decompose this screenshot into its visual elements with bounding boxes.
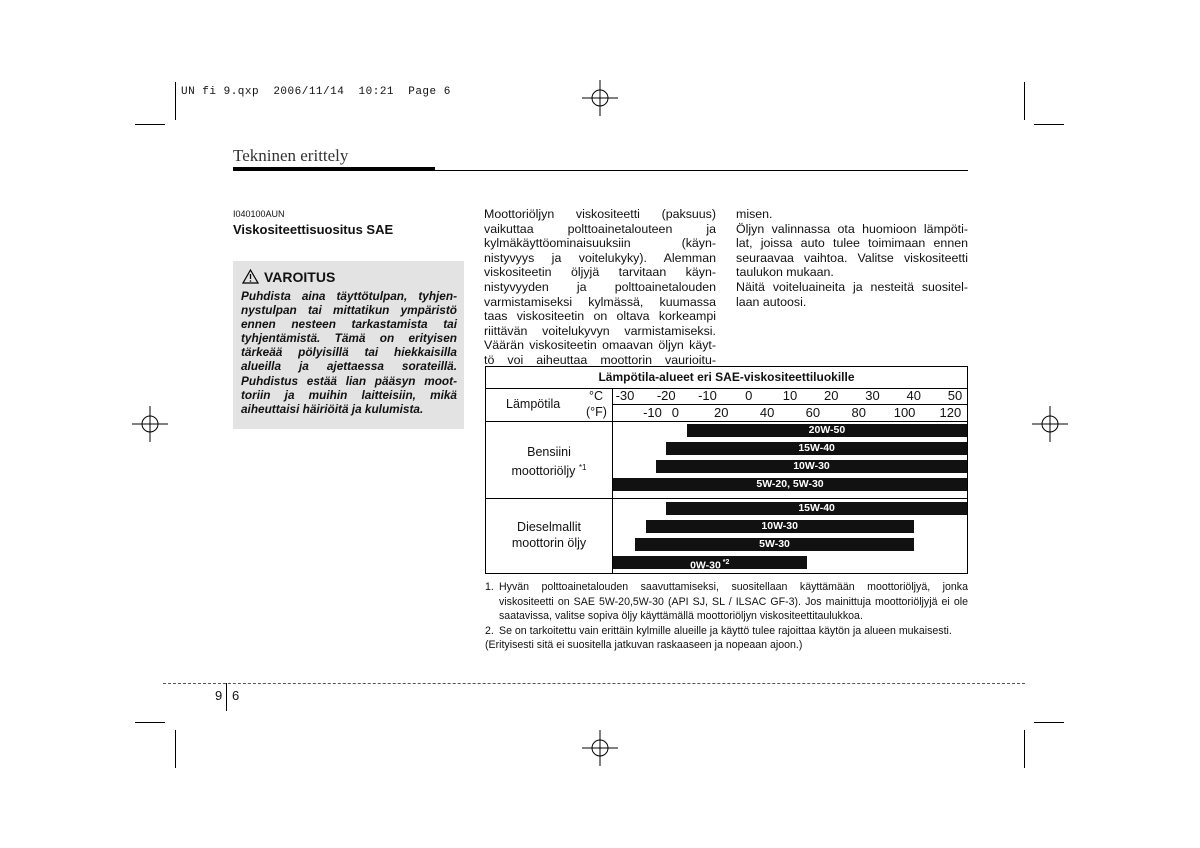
viscosity-grade-label: 10W-30 xyxy=(761,520,798,532)
viscosity-grade-label: 5W-30 xyxy=(759,538,790,550)
warning-line: aiheuttaisi häiriöitä ja kulumista. xyxy=(241,401,424,416)
fahrenheit-unit: (°F) xyxy=(586,405,607,419)
diesel-label-line2: moottorin öljy xyxy=(511,536,587,550)
warning-line: Puhdistus estää lian pääsyn moot- xyxy=(241,373,457,388)
text-line: Väärän viskositeetin omaavan öljyn käyt- xyxy=(484,338,716,353)
warning-box xyxy=(233,261,464,429)
text-line: taas viskositeetin on oltava korkeampi xyxy=(484,309,716,324)
viscosity-grade-label: 0W-30 xyxy=(690,559,721,572)
text-line: nistyvyys ja voitelukyky). Alemman xyxy=(484,250,716,265)
fahrenheit-tick: 80 xyxy=(851,405,866,420)
table-title: Lämpötila-alueet eri SAE-viskositeettiluokille xyxy=(486,367,967,389)
text-line: tö voi aiheuttaa moottorin vaurioitu- xyxy=(484,352,716,367)
page-number-divider xyxy=(226,683,227,711)
celsius-tick: -20 xyxy=(656,388,676,403)
text-line: Näitä voiteluaineita ja nesteitä suositel- xyxy=(736,279,968,294)
warning-text xyxy=(241,289,457,416)
text-line: seuraavaa vaihtoa. Valitse viskositeetti xyxy=(736,250,968,265)
footnote xyxy=(485,624,968,639)
viscosity-grade-label: 20W-50 xyxy=(808,424,846,436)
celsius-tick: 20 xyxy=(824,388,839,403)
page-subnumber: 6 xyxy=(232,688,240,703)
celsius-tick: 50 xyxy=(947,388,963,403)
petrol-note: *1 xyxy=(578,463,587,472)
temperature-label-cell xyxy=(486,388,612,422)
crop-mark xyxy=(175,730,176,768)
text-line: Öljyn valinnassa ota huomioon lämpöti- xyxy=(736,221,968,236)
viscosity-bar xyxy=(666,502,967,515)
crop-mark xyxy=(135,722,165,723)
fahrenheit-tick: 20 xyxy=(714,405,729,420)
fahrenheit-tick: 0 xyxy=(671,405,680,420)
title-rule-thin xyxy=(435,170,968,171)
warning-line: ennen nesteen tarkastamista tai xyxy=(241,317,457,332)
print-header-info: UN fi 9.qxp 2006/11/14 10:21 Page 6 xyxy=(181,86,451,98)
warning-line: toriin ja muihin laitteisiin, mikä xyxy=(241,387,457,402)
registration-mark-icon xyxy=(132,406,168,442)
viscosity-bar xyxy=(656,460,967,473)
celsius-tick: -30 xyxy=(615,388,635,403)
petrol-label-line1: Bensiini xyxy=(527,445,571,459)
text-line: viskositeetin öljyjä tarvitaan käyn- xyxy=(484,265,716,280)
warning-line: tyhjentämistä. Tämä on erityisen xyxy=(241,331,457,346)
viscosity-grade-label: 10W-30 xyxy=(793,460,830,472)
viscosity-table xyxy=(485,366,968,574)
petrol-bars xyxy=(613,422,967,499)
footnote-text: (Erityisesti sitä ei suositella jatkuvan raskaaseen ja nopeaan ajoon.) xyxy=(485,639,803,651)
registration-mark-icon xyxy=(1032,406,1068,442)
viscosity-grade-label: 15W-40 xyxy=(798,442,835,454)
fahrenheit-tick: 40 xyxy=(759,405,775,420)
fahrenheit-scale xyxy=(613,405,967,421)
right-paragraph xyxy=(736,207,968,309)
crop-mark xyxy=(1034,124,1064,125)
celsius-tick: 0 xyxy=(745,388,753,403)
section-title: Tekninen erittely xyxy=(233,146,349,165)
text-line: laan autoosi. xyxy=(736,294,807,309)
warning-line: Puhdista aina täyttötulpan, tyhjen- xyxy=(241,289,457,303)
celsius-tick: -10 xyxy=(698,388,717,403)
viscosity-bar xyxy=(666,442,967,455)
warning-title: VAROITUS xyxy=(264,269,336,285)
diesel-label-cell xyxy=(486,499,612,573)
viscosity-grade-note: *2 xyxy=(722,559,730,566)
viscosity-bar xyxy=(646,520,914,533)
text-line: misen. xyxy=(736,207,773,221)
text-line: kylmäkäyttöominaisuuksiin (käyn- xyxy=(484,236,716,251)
footnote-number: 1. xyxy=(485,581,494,593)
fahrenheit-tick: 120 xyxy=(939,405,962,420)
footer-rule xyxy=(163,683,1025,684)
viscosity-bar xyxy=(635,538,913,551)
registration-mark-icon xyxy=(582,730,618,766)
fahrenheit-tick: -10 xyxy=(643,405,662,420)
diesel-bars xyxy=(613,499,967,573)
diesel-label-line1: Dieselmallit xyxy=(517,520,581,534)
page-number: 9 xyxy=(215,688,223,703)
crop-mark xyxy=(1024,730,1025,768)
viscosity-bar xyxy=(613,556,807,572)
footnotes xyxy=(485,580,968,653)
fahrenheit-tick: 100 xyxy=(893,405,916,420)
celsius-tick: 30 xyxy=(865,388,880,403)
footnote-text: Se on tarkoitettu vain erittäin kylmille alueille ja käyttö tulee rajoittaa käytön ja alueen mukaisesti. xyxy=(499,624,952,637)
text-line: varmistamiseksi kylmässä, kuumassa xyxy=(484,294,716,309)
document-code: I040100AUN xyxy=(233,209,285,219)
viscosity-bar xyxy=(613,478,967,491)
warning-line: tärkeää pölyisillä tai hiekkaisilla xyxy=(241,345,457,360)
text-line: vaikuttaa polttoainetalouteen ja xyxy=(484,221,716,236)
viscosity-bar xyxy=(687,424,967,437)
crop-mark xyxy=(1024,82,1025,120)
warning-triangle-icon xyxy=(242,269,259,284)
celsius-tick: 10 xyxy=(782,388,798,403)
crop-mark xyxy=(1034,722,1064,723)
text-line: taulukon mukaan. xyxy=(736,265,834,280)
footnote xyxy=(485,580,968,624)
warning-line: nystulpan tai mittatikun ympäristö xyxy=(241,303,457,318)
title-rule-thick xyxy=(233,167,435,171)
petrol-label-text: moottoriöljy xyxy=(511,464,576,479)
warning-line: alueilla ja ajettaessa sorateillä. xyxy=(241,359,457,374)
petrol-label-cell xyxy=(486,422,612,499)
petrol-label-line2 xyxy=(486,460,612,479)
fahrenheit-tick: 60 xyxy=(805,405,821,420)
crop-mark xyxy=(175,82,176,120)
crop-mark xyxy=(135,124,165,125)
text-line: riittävän voitelukyvyn varmistamiseksi. xyxy=(484,323,716,338)
scale-cell xyxy=(613,388,967,422)
text-line: lat, joissa auto tulee toimimaan ennen xyxy=(736,236,968,251)
section-heading: Viskositeettisuositus SAE xyxy=(233,222,394,237)
celsius-tick: 40 xyxy=(906,388,921,403)
footnote xyxy=(485,638,968,653)
celsius-scale xyxy=(613,388,967,404)
temperature-label: Lämpötila xyxy=(506,397,561,411)
viscosity-grade-label: 5W-20, 5W-30 xyxy=(756,478,824,490)
footnote-text: Hyvän polttoainetalouden saavuttamiseksi, suositellaan käyttämään moottoriöljyä, jonka viskositeetti on SAE 5W-20,5W-30 (API SJ, SL / ILSAC GF-3). Jos mainittuja moottoriöljyjä ei ole saatavissa, valitse sopiva öljy käyttämällä moottoriöljyn viskositeettitaulukkoa. xyxy=(499,581,968,622)
middle-paragraph xyxy=(484,207,716,368)
viscosity-grade-label: 15W-40 xyxy=(798,502,835,514)
footnote-number: 2. xyxy=(485,624,494,637)
text-line: nistyvyyden ja polttoainetalouden xyxy=(484,279,716,294)
registration-mark-icon xyxy=(582,80,618,116)
text-line: Moottoriöljyn viskositeetti (paksuus) xyxy=(484,207,716,221)
celsius-unit: °C xyxy=(589,389,604,403)
